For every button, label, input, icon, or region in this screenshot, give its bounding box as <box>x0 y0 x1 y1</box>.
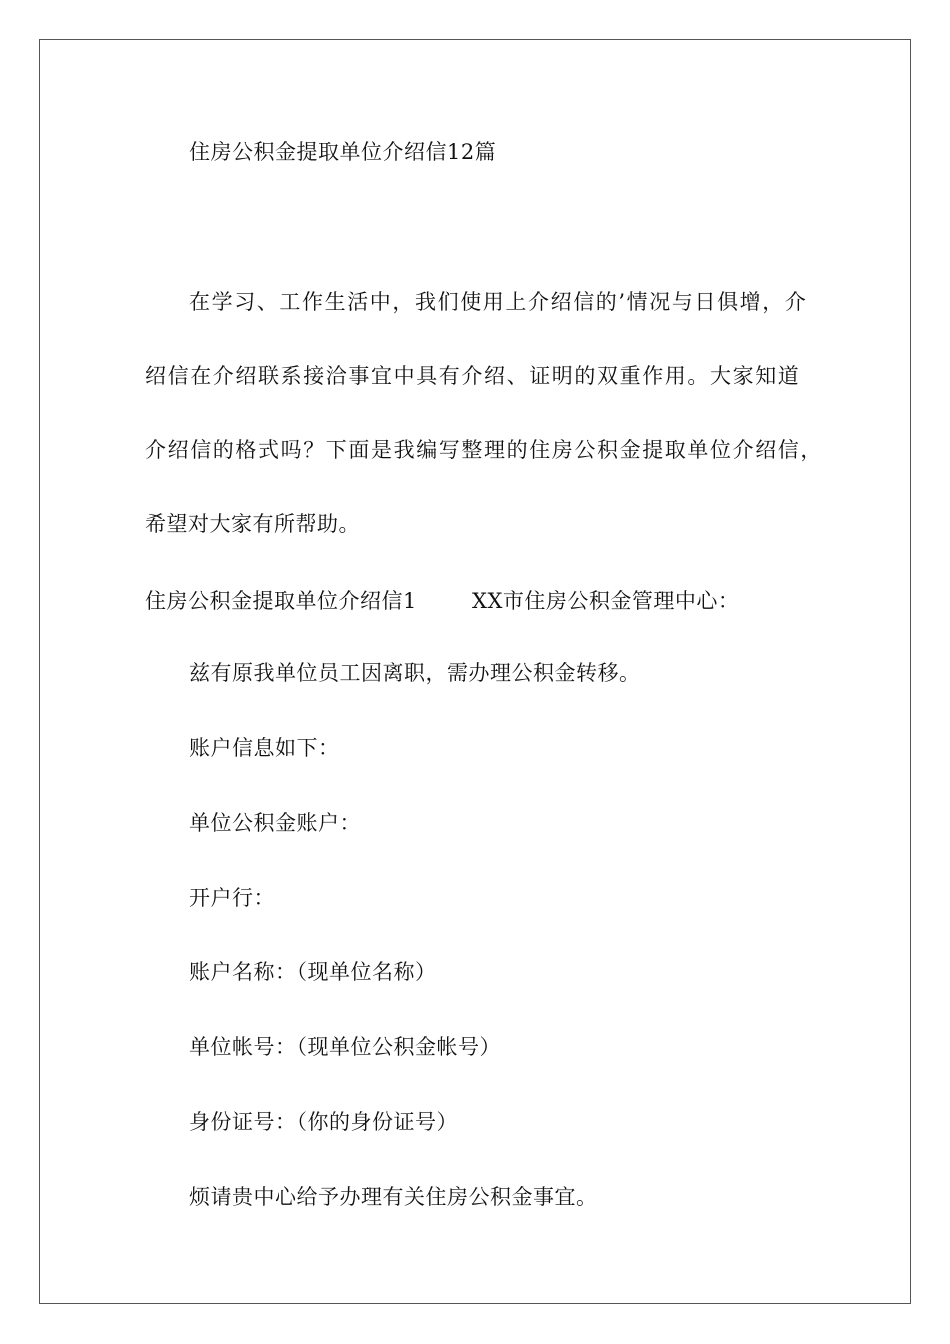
letter-1-line: 开户行： <box>189 886 275 910</box>
intro-line-3: 介绍信的格式吗？下面是我编写整理的住房公积金提取单位介绍信， <box>145 438 823 462</box>
intro-line-2: 绍信在介绍联系接洽事宜中具有介绍、证明的双重作用。大家知道 <box>145 364 801 388</box>
letter-1-line: 单位帐号：（现单位公积金帐号） <box>189 1035 501 1059</box>
document-title: 住房公积金提取单位介绍信12篇 <box>189 140 497 164</box>
letter-1-line: 账户名称：（现单位名称） <box>189 960 437 984</box>
letter-1-heading: 住房公积金提取单位介绍信1 <box>145 589 417 613</box>
letter-1-line: 单位公积金账户： <box>189 811 361 835</box>
letter-1-line: 身份证号：（你的身份证号） <box>189 1110 458 1134</box>
intro-line-1: 在学习、工作生活中，我们使用上介绍信的’情况与日俱增，介 <box>189 290 808 314</box>
letter-1-addressee: XX市住房公积金管理中心： <box>472 589 740 613</box>
letter-1-line: 兹有原我单位员工因离职，需办理公积金转移。 <box>189 661 641 685</box>
intro-line-4: 希望对大家有所帮助。 <box>145 512 360 536</box>
letter-1-line: 烦请贵中心给予办理有关住房公积金事宜。 <box>189 1185 598 1209</box>
letter-1-line: 账户信息如下： <box>189 736 340 760</box>
